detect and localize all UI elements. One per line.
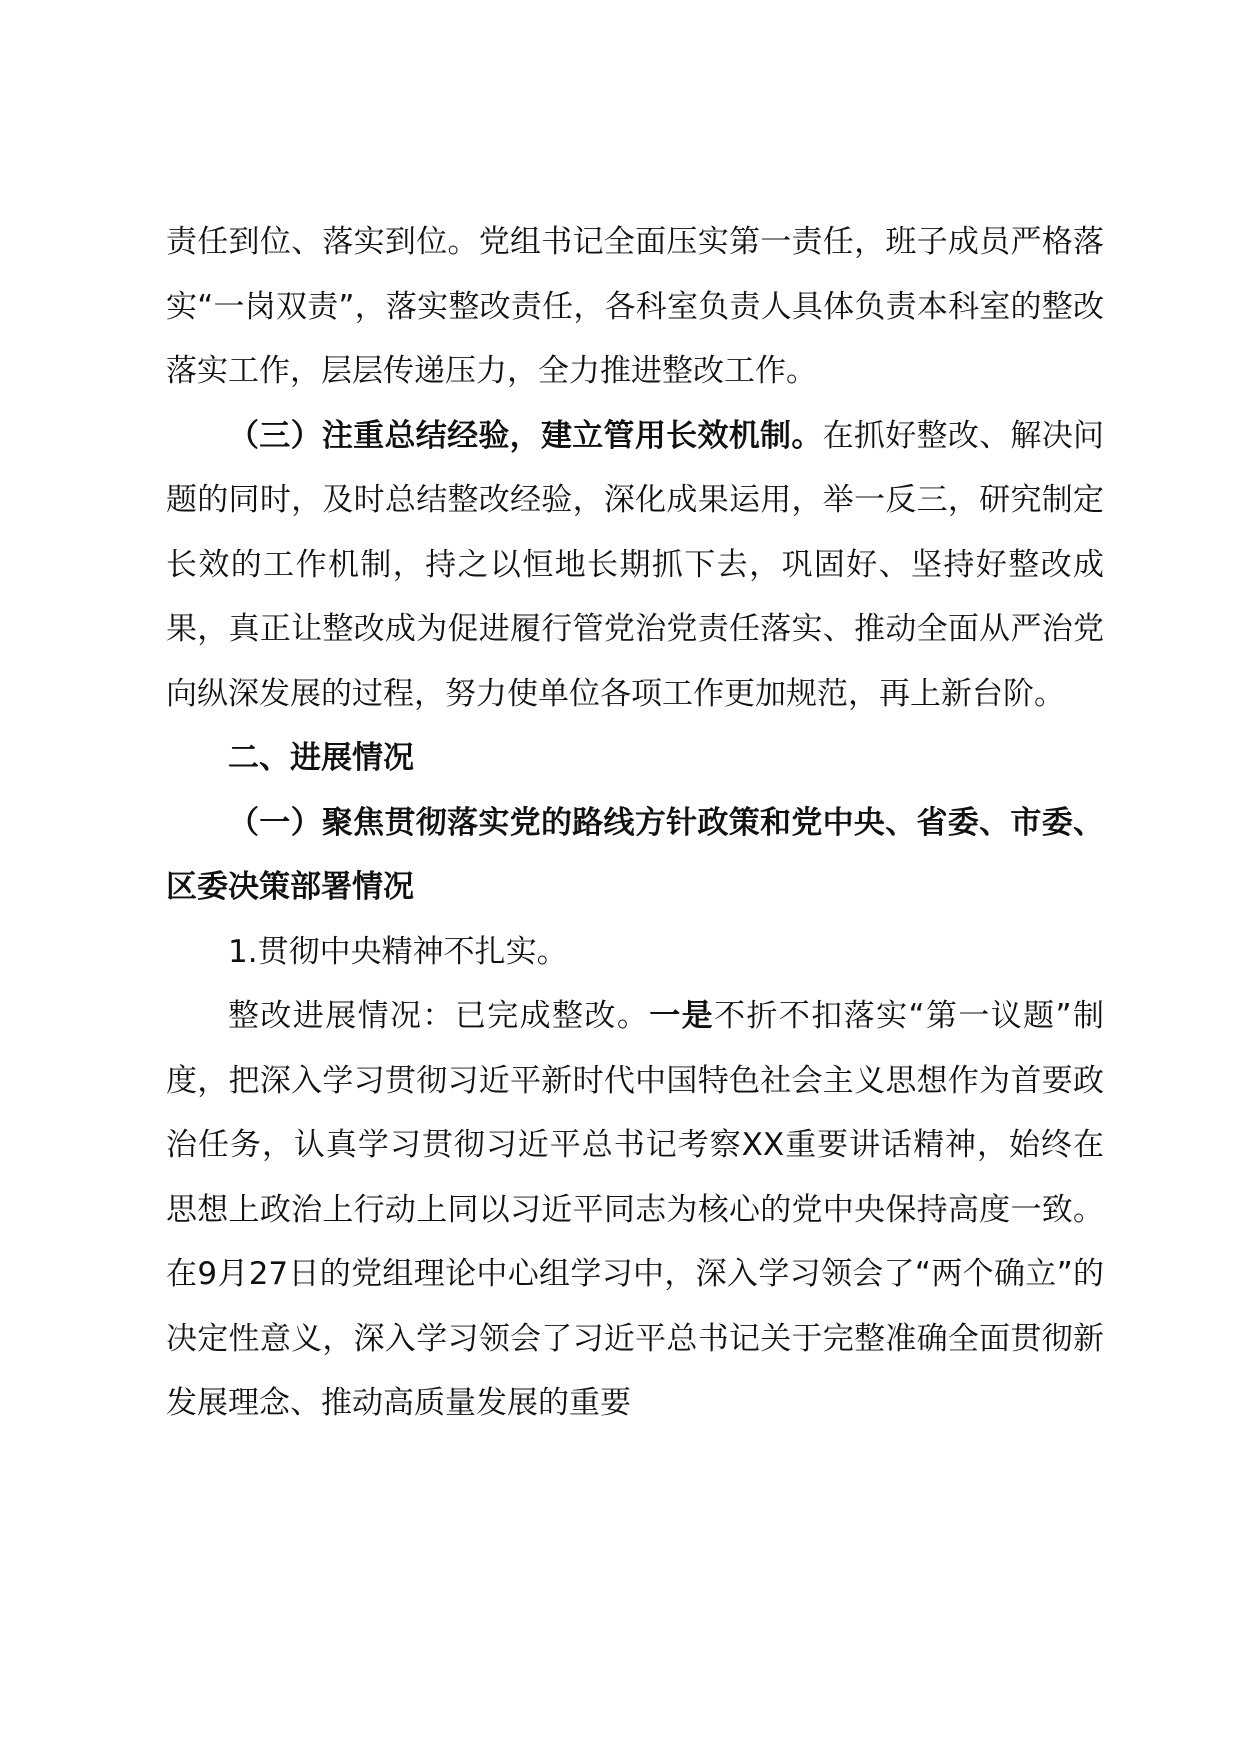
paragraph-bold-heading: （三）注重总结经验，建立管用长效机制。 [228, 417, 823, 454]
list-item [166, 920, 1104, 985]
document-page [166, 210, 1104, 1436]
list-item-text: 1.贯彻中央精神不扎实。 [228, 933, 568, 970]
paragraph-text: 不折不扣落实“第一议题”制度，把深入学习贯彻习近平新时代中国特色社会主义思想作为首要政治任务，认真学习贯彻习近平总书记考察XX重要讲话精神，始终在思想上政治上行动上同以习近平同志为核心的党中央保持高度一致。在9月27日的党组理论中心组学习中，深入学习领会了“两个确立”的决定性意义，深入学习领会了习近平总书记关于完整准确全面贯彻新发展理念、推动高质量发展的重要 [166, 998, 1105, 1421]
paragraph-lead: 整改进展情况：已完成整改。 [228, 998, 650, 1034]
paragraph-text: 责任到位、落实到位。党组书记全面压实第一责任，班子成员严格落实“一岗双责”，落实整改责任，各科室负责人具体负责本科室的整改落实工作，层层传递压力，全力推进整改工作。 [166, 224, 1104, 389]
section-heading [166, 726, 1104, 791]
paragraph-summary-experience [166, 404, 1104, 727]
paragraph-responsibility [166, 210, 1104, 404]
subsection-heading-text: （一）聚焦贯彻落实党的路线方针政策和党中央、省委、市委、区委决策部署情况 [166, 804, 1104, 905]
subsection-heading [166, 791, 1104, 920]
section-heading-text: 二、进展情况 [228, 740, 414, 776]
paragraph-progress [166, 984, 1104, 1436]
paragraph-bold-marker: 一是 [649, 998, 715, 1034]
paragraph-text: 在抓好整改、解决问题的同时，及时总结整改经验，深化成果运用，举一反三，研究制定长效的工作机制，持之以恒地长期抓下去，巩固好、坚持好整改成果，真正让整改成为促进履行管党治党责任落实、推动全面从严治党向纵深发展的过程，努力使单位各项工作更加规范，再上新台阶。 [166, 417, 1105, 712]
